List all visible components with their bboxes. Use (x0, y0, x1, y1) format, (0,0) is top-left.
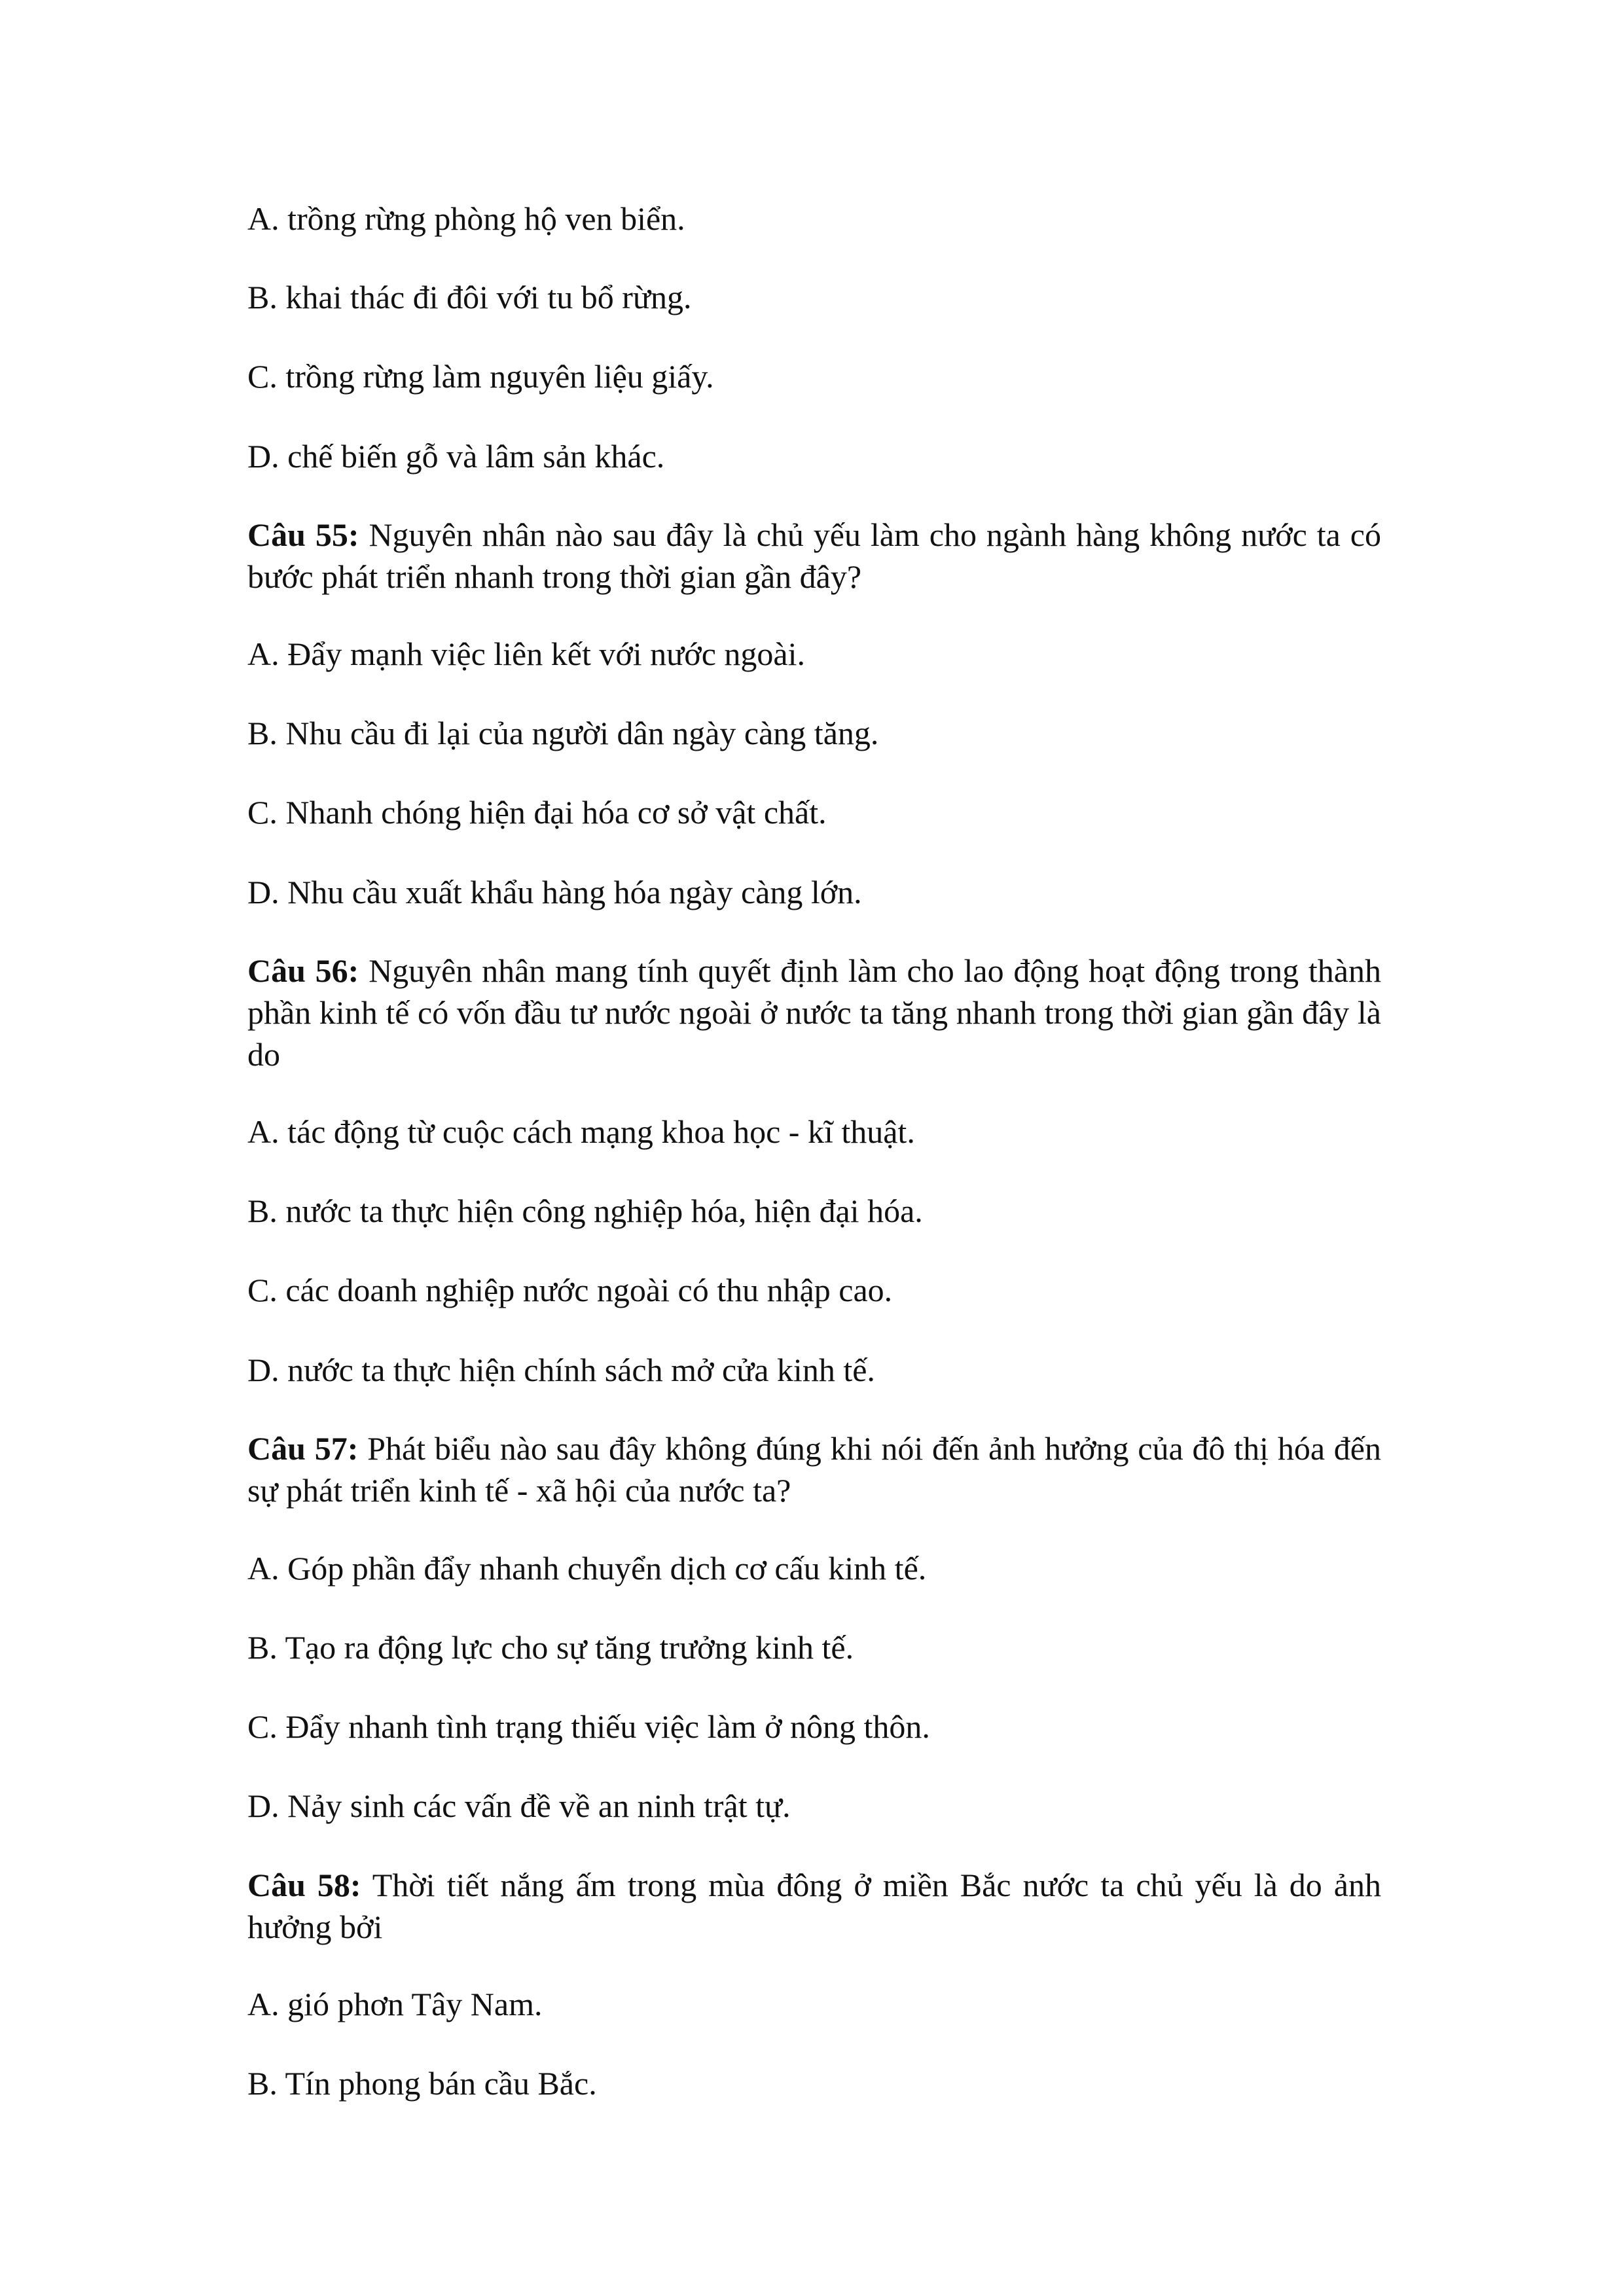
question-58-label: Câu 58: (247, 1867, 361, 1903)
q57-option-d: D. Nảy sinh các vấn đề về an ninh trật tự. (247, 1787, 791, 1824)
q55-option-a: A. Đẩy mạnh việc liên kết với nước ngoài. (247, 636, 805, 672)
question-57-text: Phát biểu nào sau đây không đúng khi nói đến ảnh hưởng của đô thị hóa đến sự phát triển kinh tế - xã hội của nước ta? (247, 1430, 1381, 1509)
q58-option-a: A. gió phơn Tây Nam. (247, 1986, 543, 2022)
question-57-stem (247, 1427, 1381, 1511)
question-57-label: Câu 57: (247, 1430, 359, 1467)
question-56-text: Nguyên nhân mang tính quyết định làm cho lao động hoạt động trong thành phần kinh tế có vốn đầu tư nước ngoài ở nước ta tăng nhanh trong thời gian gần đây là do (247, 952, 1381, 1073)
q55-option-c: C. Nhanh chóng hiện đại hóa cơ sở vật chất. (247, 794, 827, 831)
q55-option-d: D. Nhu cầu xuất khẩu hàng hóa ngày càng lớn. (247, 874, 862, 910)
question-56-stem (247, 950, 1381, 1075)
q56-option-a: A. tác động từ cuộc cách mạng khoa học - kĩ thuật. (247, 1113, 915, 1150)
question-55-label: Câu 55: (247, 516, 359, 553)
question-58-stem (247, 1864, 1381, 1948)
question-55-text: Nguyên nhân nào sau đây là chủ yếu làm cho ngành hàng không nước ta có bước phát triển nhanh trong thời gian gần đây? (247, 516, 1381, 595)
q56-option-b: B. nước ta thực hiện công nghiệp hóa, hiện đại hóa. (247, 1193, 923, 1229)
prev-option-b: B. khai thác đi đôi với tu bổ rừng. (247, 279, 692, 315)
q56-option-d: D. nước ta thực hiện chính sách mở cửa kinh tế. (247, 1352, 875, 1388)
q57-option-c: C. Đẩy nhanh tình trạng thiếu việc làm ở nông thôn. (247, 1708, 930, 1745)
question-56-label: Câu 56: (247, 952, 359, 989)
q57-option-a: A. Góp phần đẩy nhanh chuyển dịch cơ cấu kinh tế. (247, 1550, 927, 1587)
prev-option-c: C. trồng rừng làm nguyên liệu giấy. (247, 358, 714, 395)
q55-option-b: B. Nhu cầu đi lại của người dân ngày càng tăng. (247, 715, 879, 751)
q56-option-c: C. các doanh nghiệp nước ngoài có thu nhập cao. (247, 1272, 893, 1308)
prev-option-a: A. trồng rừng phòng hộ ven biển. (247, 200, 685, 237)
prev-option-d: D. chế biến gỗ và lâm sản khác. (247, 438, 665, 475)
q58-option-b: B. Tín phong bán cầu Bắc. (247, 2065, 597, 2102)
question-58-text: Thời tiết nắng ấm trong mùa đông ở miền Bắc nước ta chủ yếu là do ảnh hưởng bởi (247, 1867, 1381, 1945)
question-55-stem (247, 514, 1381, 598)
q57-option-b: B. Tạo ra động lực cho sự tăng trưởng kinh tế. (247, 1629, 854, 1666)
